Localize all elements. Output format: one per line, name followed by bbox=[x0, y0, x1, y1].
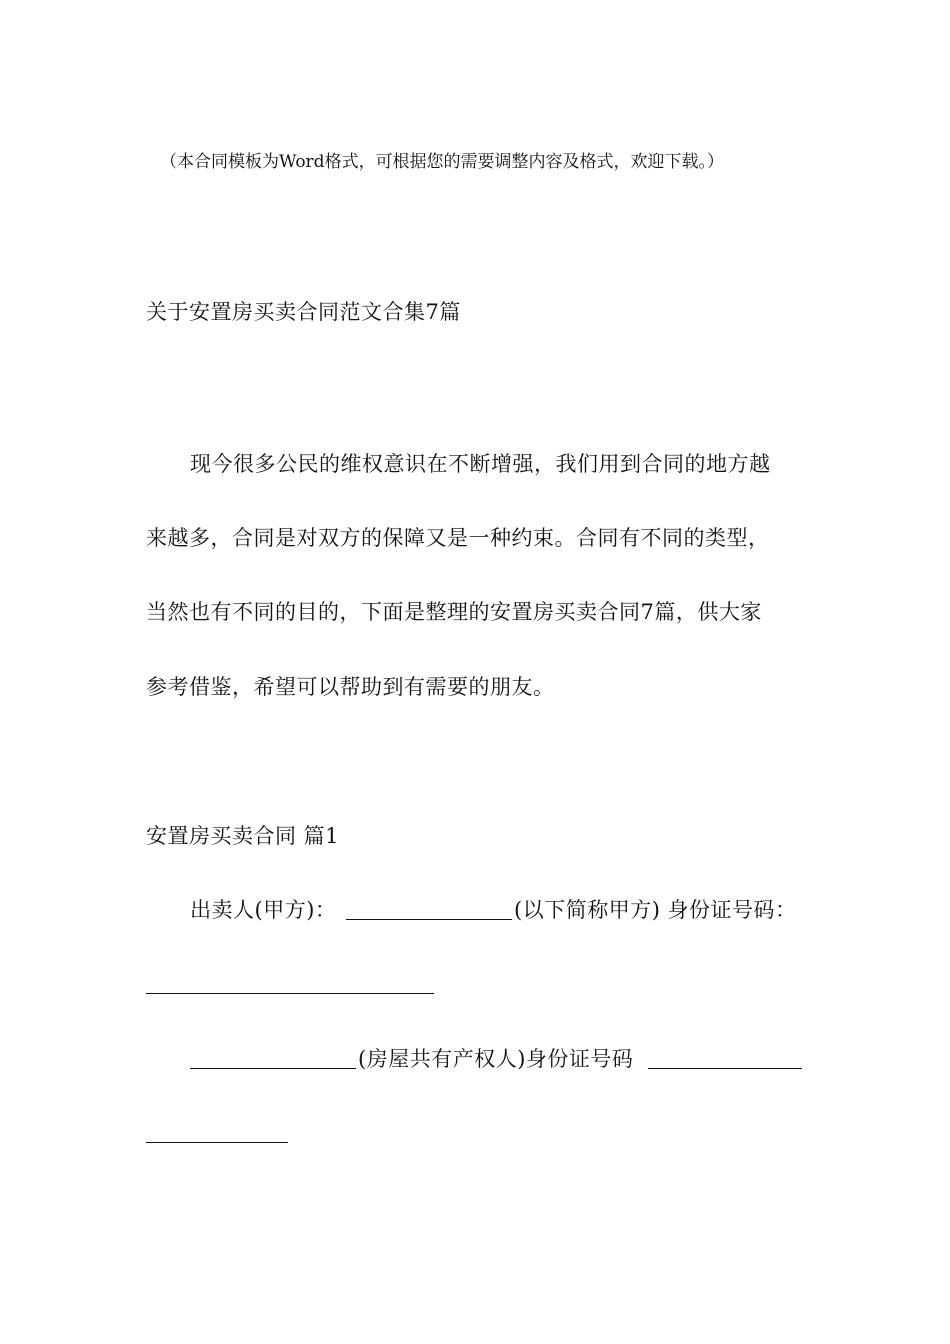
intro-line-4: 参考借鉴，希望可以帮助到有需要的朋友。 bbox=[146, 675, 555, 699]
seller-id-blank bbox=[146, 993, 434, 994]
intro-line-1: 现今很多公民的维权意识在不断增强，我们用到合同的地方越 bbox=[190, 452, 771, 476]
intro-line-2: 来越多，合同是对双方的保障又是一种约束。合同有不同的类型， bbox=[146, 526, 770, 550]
seller-id-label: (以下简称甲方) 身份证号码： bbox=[514, 898, 797, 922]
document-title: 关于安置房买卖合同范文合集7篇 bbox=[146, 300, 461, 324]
template-note: （本合同模板为Word格式，可根据您的需要调整内容及格式，欢迎下载。） bbox=[160, 152, 725, 172]
intro-line-3: 当然也有不同的目的，下面是整理的安置房买卖合同7篇，供大家 bbox=[146, 600, 762, 624]
coowner-name-blank bbox=[190, 1068, 356, 1069]
coowner-id-blank bbox=[648, 1068, 802, 1069]
seller-label: 出卖人(甲方)： bbox=[190, 898, 337, 922]
section-heading: 安置房买卖合同 篇1 bbox=[146, 824, 340, 848]
coowner-label: (房屋共有产权人)身份证号码 bbox=[358, 1047, 634, 1071]
coowner-id-blank-continued bbox=[146, 1142, 288, 1143]
seller-name-blank bbox=[346, 919, 512, 920]
